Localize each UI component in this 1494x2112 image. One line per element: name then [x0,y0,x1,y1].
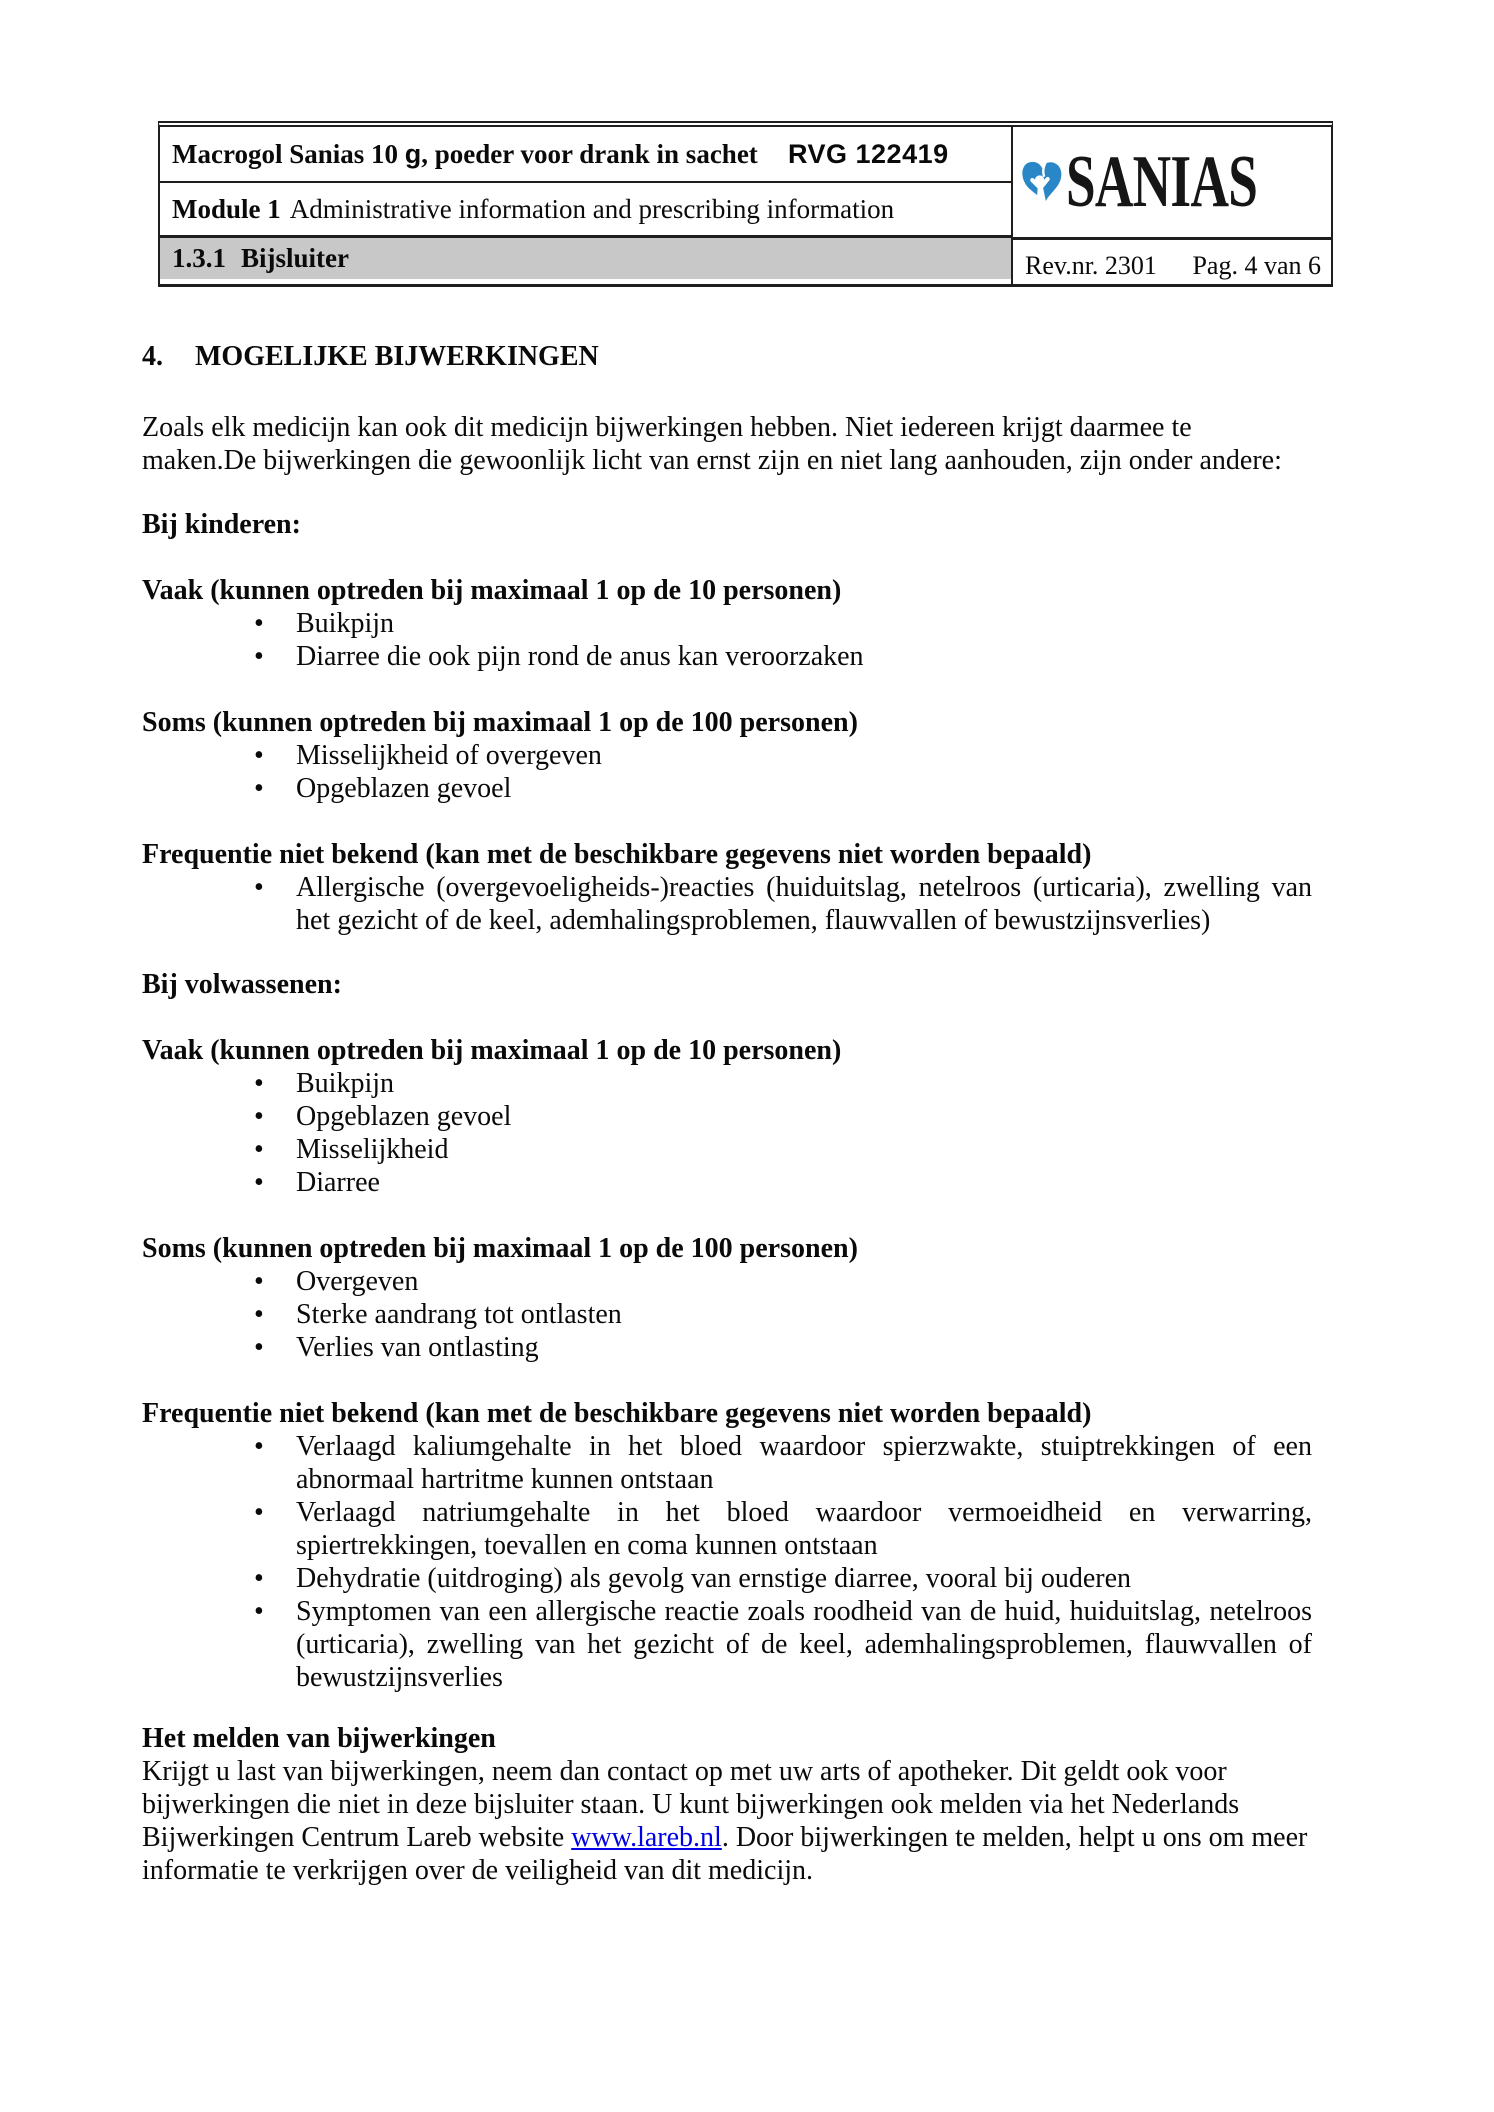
side-effect-item: • Allergische (overgevoeligheids-)reacties (huiduitslag, netelroos (urticaria), zwelling van het gezicht of de keel, ademhalingsproblemen, flauwvallen of bewustzijnsverlies) [142,871,1312,937]
side-effect-item: • Buikpijn [142,1067,1312,1100]
lareb-link[interactable]: www.lareb.nl [571,1822,722,1853]
sanias-heart-icon [1021,136,1064,228]
side-effects-sections [142,508,1312,1694]
reporting-heading: Het melden van bijwerkingen [142,1723,496,1754]
sanias-logo [1013,127,1331,240]
side-effect-item: • Verlies van ontlasting [142,1331,1312,1364]
rvg-code: RVG 122419 [788,138,949,169]
module-label: Module 1 [172,193,281,224]
side-effect-item: • Misselijkheid of overgeven [142,739,1312,772]
section-name: Bijsluiter [241,243,349,273]
document-header-table [158,121,1333,287]
leaflet-body [142,278,1312,1887]
side-effect-item: • Symptomen van een allergische reactie zoals roodheid van de huid, huiduitslag, netelroos (urticaria), zwelling van het gezicht of de keel, ademhalingsproblemen, flauwvallen of bewustzijnsverlies [142,1595,1312,1694]
section-heading [142,340,1312,373]
side-effect-list [142,1067,1312,1199]
frequency-heading: Vaak (kunnen optreden bij maximaal 1 op de 10 personen) [142,575,842,606]
side-effect-list [142,739,1312,805]
side-effect-item: • Diarree die ook pijn rond de anus kan veroorzaken [142,640,1312,673]
frequency-heading: Soms (kunnen optreden bij maximaal 1 op de 100 personen) [142,1233,858,1264]
group-heading: Bij kinderen: [142,509,301,540]
side-effect-item: • Diarree [142,1166,1312,1199]
frequency-heading: Frequentie niet bekend (kan met de beschikbare gegevens niet worden bepaald) [142,839,1092,870]
module-text: Administrative information and prescribing information [289,193,895,224]
page-indicator: Pag. 4 van 6 [1192,251,1321,280]
header-row-product [160,127,1011,183]
side-effect-item: • Opgeblazen gevoel [142,772,1312,805]
revision-number: Rev.nr. 2301 [1025,251,1157,280]
side-effect-item: • Buikpijn [142,607,1312,640]
side-effect-item: • Sterke aandrang tot ontlasten [142,1298,1312,1331]
side-effect-item: • Verlaagd kaliumgehalte in het bloed waardoor spierzwakte, stuiptrekkingen of een abnormaal hartritme kunnen ontstaan [142,1430,1312,1496]
side-effect-item: • Verlaagd natriumgehalte in het bloed waardoor vermoeidheid en verwarring, spiertrekkingen, toevallen en coma kunnen ontstaan [142,1496,1312,1562]
intro-paragraph: Zoals elk medicijn kan ook dit medicijn bijwerkingen hebben. Niet iedereen krijgt daarmee te maken.De bijwerkingen die gewoonlijk licht van ernst zijn en niet lang aanhouden, zijn onder andere: [142,412,1282,476]
side-effect-list [142,871,1312,937]
product-title: Macrogol Sanias 10 g, poeder voor drank in sachet [172,138,758,169]
group-heading: Bij volwassenen: [142,969,342,1000]
reporting-paragraph: Krijgt u last van bijwerkingen, neem dan contact op met uw arts of apotheker. Dit geldt ook voor bijwerkingen die niet in deze bijsluiter staan. U kunt bijwerkingen ook melden via het Nederlands Bijwerkingen Centrum Lareb website www.lareb.nl. Door bijwerkingen te melden, helpt u ons om meer informatie te verkrijgen over de veiligheid van dit medicijn. [142,1756,1308,1886]
header-row-module [160,183,1011,238]
side-effect-item: • Overgeven [142,1265,1312,1298]
frequency-heading: Frequentie niet bekend (kan met de beschikbare gegevens niet worden bepaald) [142,1398,1092,1429]
section-heading-number: 4. [142,341,163,372]
side-effect-item: • Misselijkheid [142,1133,1312,1166]
section-heading-title: MOGELIJKE BIJWERKINGEN [195,341,599,372]
side-effect-item: • Opgeblazen gevoel [142,1100,1312,1133]
header-right-column [1013,127,1331,284]
header-left-column [160,127,1013,284]
side-effect-list [142,1430,1312,1694]
header-row-section [160,238,1011,279]
section-number: 1.3.1 [172,243,226,273]
frequency-heading: Soms (kunnen optreden bij maximaal 1 op de 100 personen) [142,707,858,738]
side-effect-list [142,1265,1312,1364]
frequency-heading: Vaak (kunnen optreden bij maximaal 1 op de 10 personen) [142,1035,842,1066]
sanias-wordmark: SANIAS [1065,141,1257,223]
side-effect-item: • Dehydratie (uitdroging) als gevolg van ernstige diarree, vooral bij ouderen [142,1562,1312,1595]
side-effect-list [142,607,1312,673]
